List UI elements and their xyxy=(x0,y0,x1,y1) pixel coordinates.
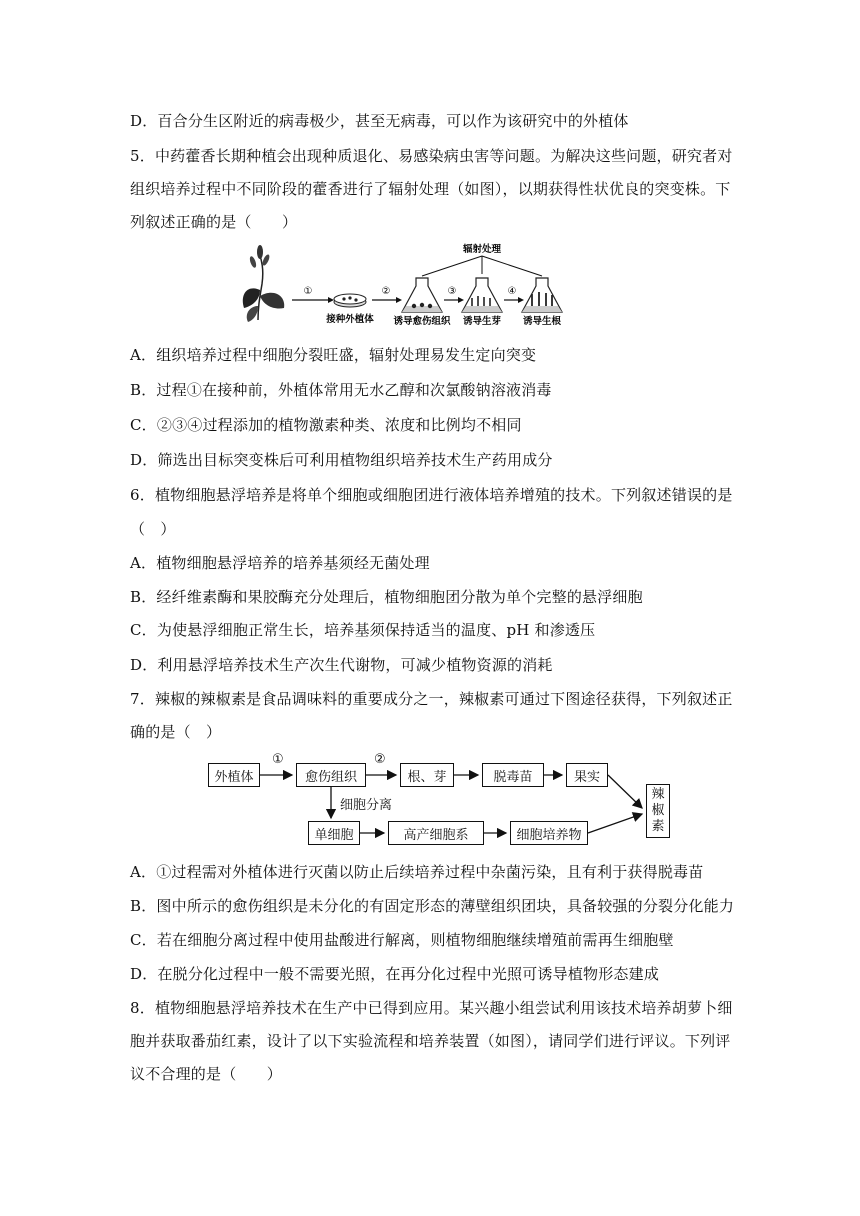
fig1-step-4: ④ xyxy=(507,286,517,297)
option-5d-prev: D．百合分生区附近的病毒极少，甚至无病毒，可以作为该研究中的外植体 xyxy=(130,112,629,130)
option-5b: B．过程①在接种前，外植体常用无水乙醇和次氯酸钠溶液消毒 xyxy=(130,381,552,399)
fig1-label-2: 诱导愈伤组织 xyxy=(393,316,451,326)
fig1-step-3: ③ xyxy=(447,286,457,297)
capsaicin-pathway-diagram xyxy=(196,752,674,852)
option-5a: A．组织培养过程中细胞分裂旺盛，辐射处理易发生定向突变 xyxy=(130,346,537,364)
option-6a: A．植物细胞悬浮培养的培养基须经无菌处理 xyxy=(130,554,430,572)
question-5-stem-line3: 列叙述正确的是（ ） xyxy=(130,213,298,231)
plant-icon xyxy=(243,245,284,322)
flask-shoot-icon xyxy=(462,278,502,312)
option-6c: C．为使悬浮细胞正常生长，培养基须保持适当的温度、pH 和渗透压 xyxy=(130,621,596,639)
capsaicin-char-1: 辣 xyxy=(651,787,665,802)
question-7-stem-line2: 确的是（ ） xyxy=(130,723,222,741)
box-capsaicin xyxy=(646,784,670,838)
flask-callus-icon xyxy=(402,278,442,312)
flask-root-icon xyxy=(522,278,562,312)
question-6-stem: 6．植物细胞悬浮培养是将单个细胞或细胞团进行液体培养增殖的技术。下列叙述错误的是 xyxy=(130,486,733,504)
option-6b: B．经纤维素酶和果胶酶充分处理后，植物细胞团分散为单个完整的悬浮细胞 xyxy=(130,588,643,606)
option-7b: B．图中所示的愈伤组织是未分化的有固定形态的薄壁组织团块，具备较强的分裂分化能力 xyxy=(130,897,735,915)
fig2-separation-label: 细胞分离 xyxy=(340,798,393,813)
box-high-yield-cell-line: 高产细胞系 xyxy=(388,821,484,845)
question-7-stem: 7．辣椒的辣椒素是食品调味料的重要成分之一，辣椒素可通过下图途径获得，下列叙述正 xyxy=(130,690,733,708)
question-5-stem: 5．中药藿香长期种植会出现种质退化、易感染病虫害等问题。为解决这些问题，研究者对 xyxy=(130,147,733,165)
box-explant: 外植体 xyxy=(208,763,260,787)
question-6-stem-line2: （ ） xyxy=(130,520,176,538)
option-6d: D．利用悬浮培养技术生产次生代谢物，可减少植物资源的消耗 xyxy=(130,656,553,674)
fig1-step-2: ② xyxy=(381,286,391,297)
fig1-label-3: 诱导生芽 xyxy=(462,316,502,326)
question-8-stem-line2: 胞并获取番茄红素，设计了以下实验流程和培养装置（如图），请同学们进行评议。下列评 xyxy=(130,1032,731,1050)
fig1-label-4: 诱导生根 xyxy=(522,316,562,326)
fig2-step-1: ① xyxy=(272,752,284,767)
option-7c: C．若在细胞分离过程中使用盐酸进行解离，则植物细胞继续增殖前需再生细胞壁 xyxy=(130,931,674,949)
petri-dish-icon xyxy=(334,294,366,307)
fig2-step-2: ② xyxy=(374,752,386,767)
fig1-label-1: 接种外植体 xyxy=(326,314,374,325)
option-5c: C．②③④过程添加的植物激素种类、浓度和比例均不相同 xyxy=(130,416,522,434)
box-fruit: 果实 xyxy=(566,763,608,787)
question-5-stem-line2: 组织培养过程中不同阶段的藿香进行了辐射处理（如图），以期获得性状优良的突变株。下 xyxy=(130,180,731,198)
capsaicin-char-2: 椒 xyxy=(651,803,665,818)
box-single-cell: 单细胞 xyxy=(308,821,360,845)
question-8-stem: 8．植物细胞悬浮培养技术在生产中已得到应用。某兴趣小组尝试利用该技术培养胡萝卜细 xyxy=(130,999,733,1017)
fig1-radiation-label: 辐射处理 xyxy=(462,244,502,255)
capsaicin-char-3: 素 xyxy=(651,819,665,834)
box-cell-culture: 细胞培养物 xyxy=(510,821,588,845)
box-virus-free-seedling: 脱毒苗 xyxy=(482,763,544,787)
question-8-stem-line3: 议不合理的是（ ） xyxy=(130,1065,283,1083)
option-7d: D．在脱分化过程中一般不需要光照，在再分化过程中光照可诱导植物形态建成 xyxy=(130,965,660,983)
fig1-step-1: ① xyxy=(303,286,313,297)
radiation-tissue-culture-figure xyxy=(236,240,566,326)
option-7a: A．①过程需对外植体进行灭菌以防止后续培养过程中杂菌污染，且有利于获得脱毒苗 xyxy=(130,863,704,881)
box-callus: 愈伤组织 xyxy=(296,763,366,787)
option-5d: D．筛选出目标突变株后可利用植物组织培养技术生产药用成分 xyxy=(130,451,553,469)
box-root-shoot: 根、芽 xyxy=(400,763,454,787)
